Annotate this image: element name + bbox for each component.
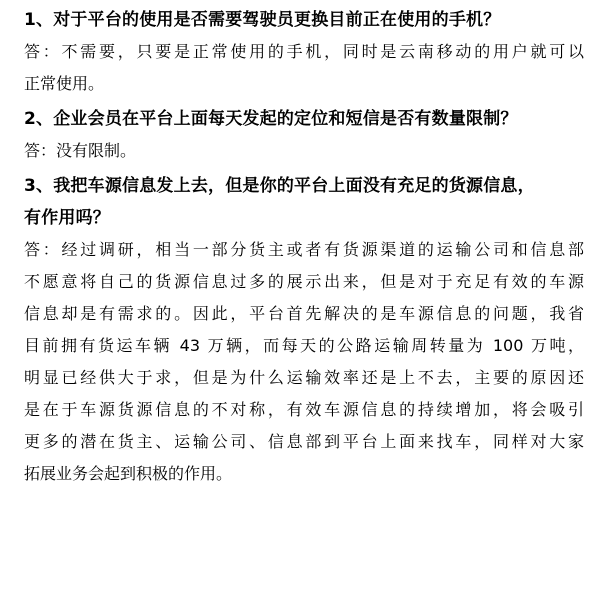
answer-3-line-7: 更多的潜在货主、运输公司、信息部到平台上面来找车，同样对大家 <box>24 432 584 451</box>
question-3-line-2: 有作用吗？ <box>24 208 110 228</box>
answer-1-line-2: 正常使用。 <box>24 74 105 93</box>
answer-3-line-4: 目前拥有货运车辆 43 万辆，而每天的公路运输周转量为 100 万吨， <box>24 336 584 355</box>
answer-3-line-2: 不愿意将自己的货源信息过多的展示出来，但是对于充足有效的车源 <box>24 272 584 291</box>
faq-document <box>24 4 584 490</box>
answer-3-line-1: 答：经过调研，相当一部分货主或者有货源渠道的运输公司和信息部 <box>24 240 584 259</box>
answer-3-line-3: 信息却是有需求的。因此，平台首先解决的是车源信息的问题，我省 <box>24 304 584 323</box>
question-1-line-1: 1、对于平台的使用是否需要驾驶员更换目前正在使用的手机？ <box>24 10 501 30</box>
question-2-line-1: 2、企业会员在平台上面每天发起的定位和短信是否有数量限制？ <box>24 109 518 129</box>
answer-3-line-8: 拓展业务会起到积极的作用。 <box>24 464 233 483</box>
answer-3-line-6: 是在于车源货源信息的不对称，有效车源信息的持续增加，将会吸引 <box>24 400 584 419</box>
question-3-line-1: 3、我把车源信息发上去，但是你的平台上面没有充足的货源信息， <box>24 176 535 196</box>
answer-3-line-5: 明显已经供大于求，但是为什么运输效率还是上不去，主要的原因还 <box>24 368 584 387</box>
answer-2-line-1: 答：没有限制。 <box>24 141 137 160</box>
answer-1-line-1: 答：不需要，只要是正常使用的手机，同时是云南移动的用户就可以 <box>24 42 584 61</box>
